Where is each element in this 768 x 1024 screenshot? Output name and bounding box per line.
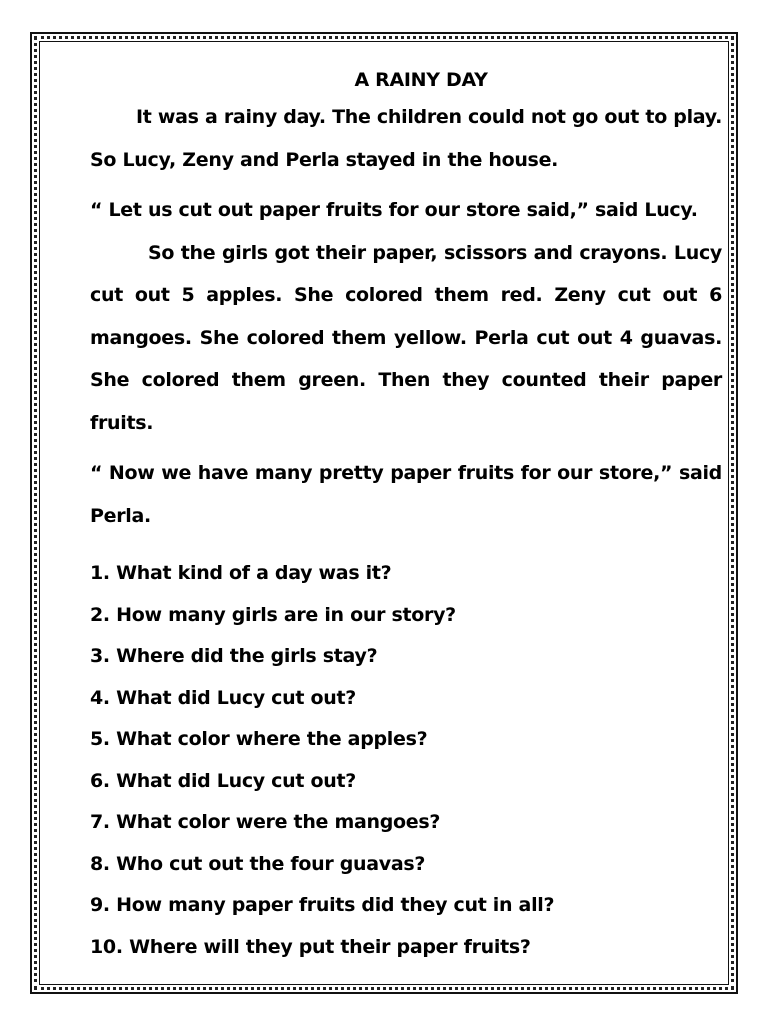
question-item: 2. How many girls are in our story? [90,603,456,626]
question-item: 9. How many paper fruits did they cut in all? [90,894,555,916]
question-item: 5. What color where the apples? [90,728,428,750]
question-item: 6. What did Lucy cut out? [90,769,356,792]
question-item: 4. What did Lucy cut out? [90,686,356,709]
story-paragraph-3: So the girls got their paper, scissors and crayons. Lucy cut out 5 apples. She colored them red. Zeny cut out 6 mangoes. She colored them yellow. Perla cut out 4 guavas. She colored them green. Then they counted their paper fruits. [90,241,722,434]
story-title: A RAINY DAY [354,69,488,91]
worksheet-content [90,64,722,968]
question-item: 7. What color were the mangoes? [90,811,441,833]
question-item: 3. Where did the girls stay? [90,645,378,667]
story-paragraph-4: “ Now we have many pretty paper fruits for our store,” said Perla. [90,462,722,527]
question-item: 10. Where will they put their paper fruits? [90,935,531,958]
story-paragraph-2: “ Let us cut out paper fruits for our store said,” said Lucy. [90,199,698,221]
question-item: 1. What kind of a day was it? [90,562,392,584]
question-list [90,553,722,968]
question-item: 8. Who cut out the four guavas? [90,852,426,875]
story-paragraph-1: It was a rainy day. The children could not go out to play. So Lucy, Zeny and Perla stayed in the house. [90,106,722,171]
